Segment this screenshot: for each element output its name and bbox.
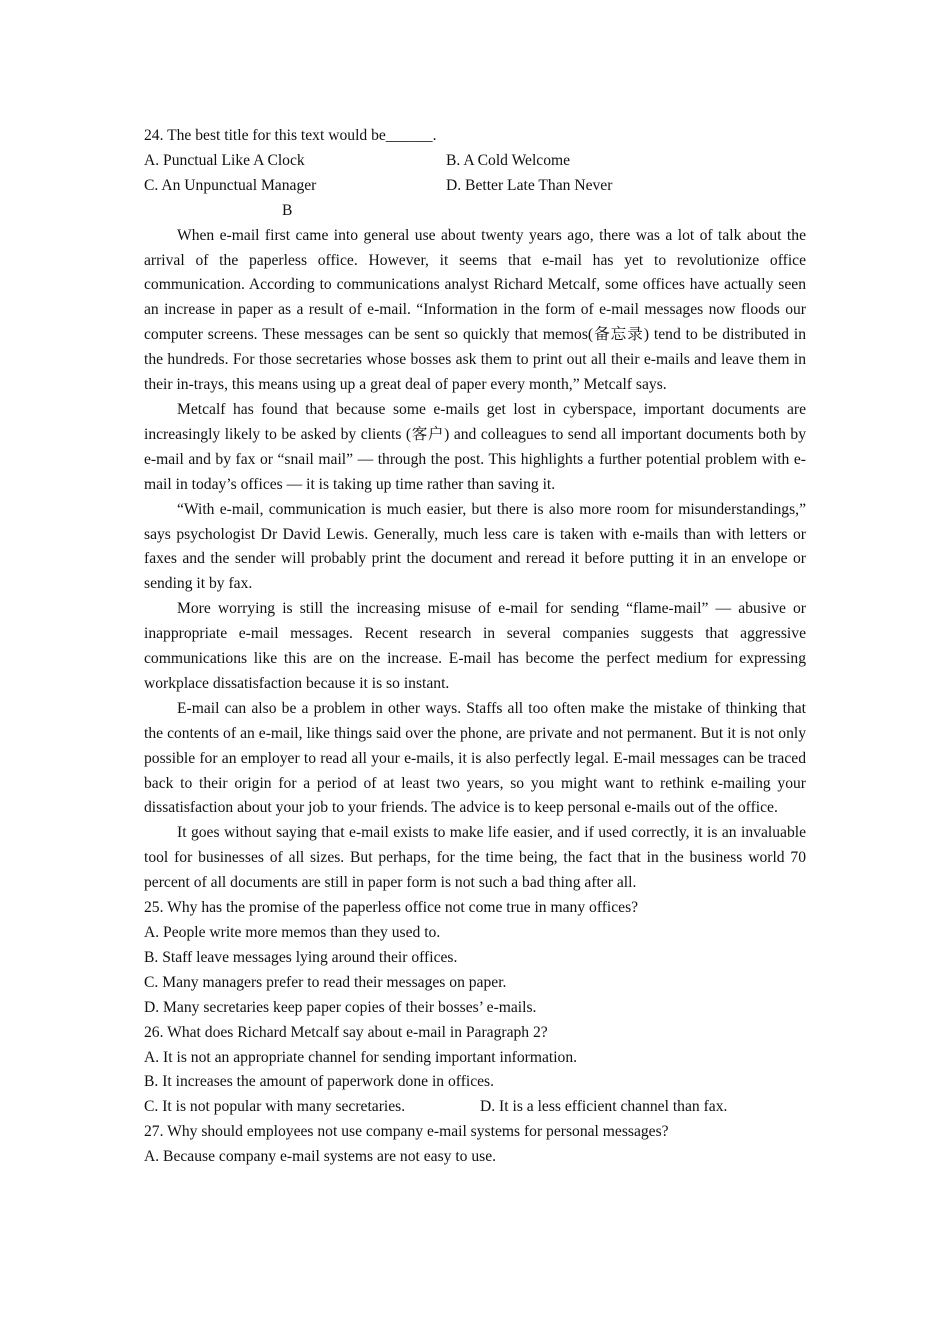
q27-stem: 27. Why should employees not use company e-mail systems for personal messages? <box>144 1123 669 1141</box>
q24-option-c: C. An Unpunctual Manager <box>144 176 317 194</box>
passage-paragraph-1: When e-mail first came into general use about twenty years ago, there was a lot of talk about the arrival of the paperless office. However, it seems that e-mail has yet to revolutionize office communication. According to communications analyst Richard Metcalf, some offices have actually seen an increase in paper as a result of e-mail. “Information in the form of e-mail messages now floods our computer screens. These messages can be sent so quickly that memos(备忘录) tend to be distributed in the hundreds. For those secretaries whose bosses ask them to print out all their e-mails and leave them in their in-trays, this means using up a great deal of paper every month,” Metcalf says. <box>144 226 806 394</box>
q25-option-d: D. Many secretaries keep paper copies of their bosses’ e-mails. <box>144 998 537 1016</box>
q24-stem: 24. The best title for this text would be______. <box>144 127 437 144</box>
q24-options-row-1 <box>144 149 806 174</box>
passage-paragraph-6: It goes without saying that e-mail exists to make life easier, and if used correctly, it is an invaluable tool for businesses of all sizes. But perhaps, for the time being, the fact that in the business world 70 percent of all documents are still in paper form is not such a bad thing after all. <box>144 824 806 892</box>
q26-option-a: A. It is not an appropriate channel for sending important information. <box>144 1048 578 1066</box>
q26-option-c: C. It is not popular with many secretaries. <box>144 1098 406 1116</box>
passage-paragraph-5: E-mail can also be a problem in other ways. Staffs all too often make the mistake of thinking that the contents of an e-mail, like things said over the phone, are private and not permanent. But it is not only possible for an employer to read all your e-mails, it is also perfectly legal. E-mail messages can be traced back to their origin for a period of at least two years, so you might want to rethink e-mailing your dissatisfaction about your job to your friends. The advice is to keep personal e-mails out of the office. <box>144 699 806 817</box>
q26-stem: 26. What does Richard Metcalf say about e-mail in Paragraph 2? <box>144 1023 548 1041</box>
q24-option-d: D. Better Late Than Never <box>446 176 613 194</box>
exam-page <box>144 124 806 1170</box>
q26-options-row-cd <box>144 1095 806 1120</box>
passage-paragraph-4: More worrying is still the increasing misuse of e-mail for sending “flame-mail” — abusive or inappropriate e-mail messages. Recent research in several companies suggests that aggressive communications like this are on the increase. E-mail has become the perfect medium for expressing workplace dissatisfaction because it is so instant. <box>144 600 806 692</box>
q25-option-a: A. People write more memos than they used to. <box>144 924 441 941</box>
q24-option-a: A. Punctual Like A Clock <box>144 151 305 169</box>
q24-options-row-2 <box>144 174 806 199</box>
q25-option-c: C. Many managers prefer to read their messages on paper. <box>144 973 507 991</box>
passage-label: B <box>282 201 293 219</box>
q24-option-b: B. A Cold Welcome <box>446 151 571 169</box>
q25-option-b: B. Staff leave messages lying around their offices. <box>144 948 458 966</box>
q25-stem: 25. Why has the promise of the paperless office not come true in many offices? <box>144 899 639 917</box>
passage-paragraph-3: “With e-mail, communication is much easier, but there is also more room for misunderstandings,” says psychologist Dr David Lewis. Generally, much less care is taken with e-mails than with letters or faxes and the sender will probably print the document and reread it before putting it in an envelope or sending it by fax. <box>144 500 806 593</box>
passage-paragraph-2: Metcalf has found that because some e-mails get lost in cyberspace, important documents are increasingly likely to be asked by clients (客户) and colleagues to send all important documents both by e-mail and by fax or “snail mail” — through the post. This highlights a further potential problem with e-mail in today’s offices — it is taking up time rather than saving it. <box>144 400 806 493</box>
q26-option-b: B. It increases the amount of paperwork done in offices. <box>144 1073 495 1091</box>
q27-option-a: A. Because company e-mail systems are not easy to use. <box>144 1148 497 1166</box>
q26-option-d: D. It is a less efficient channel than fax. <box>480 1098 728 1116</box>
